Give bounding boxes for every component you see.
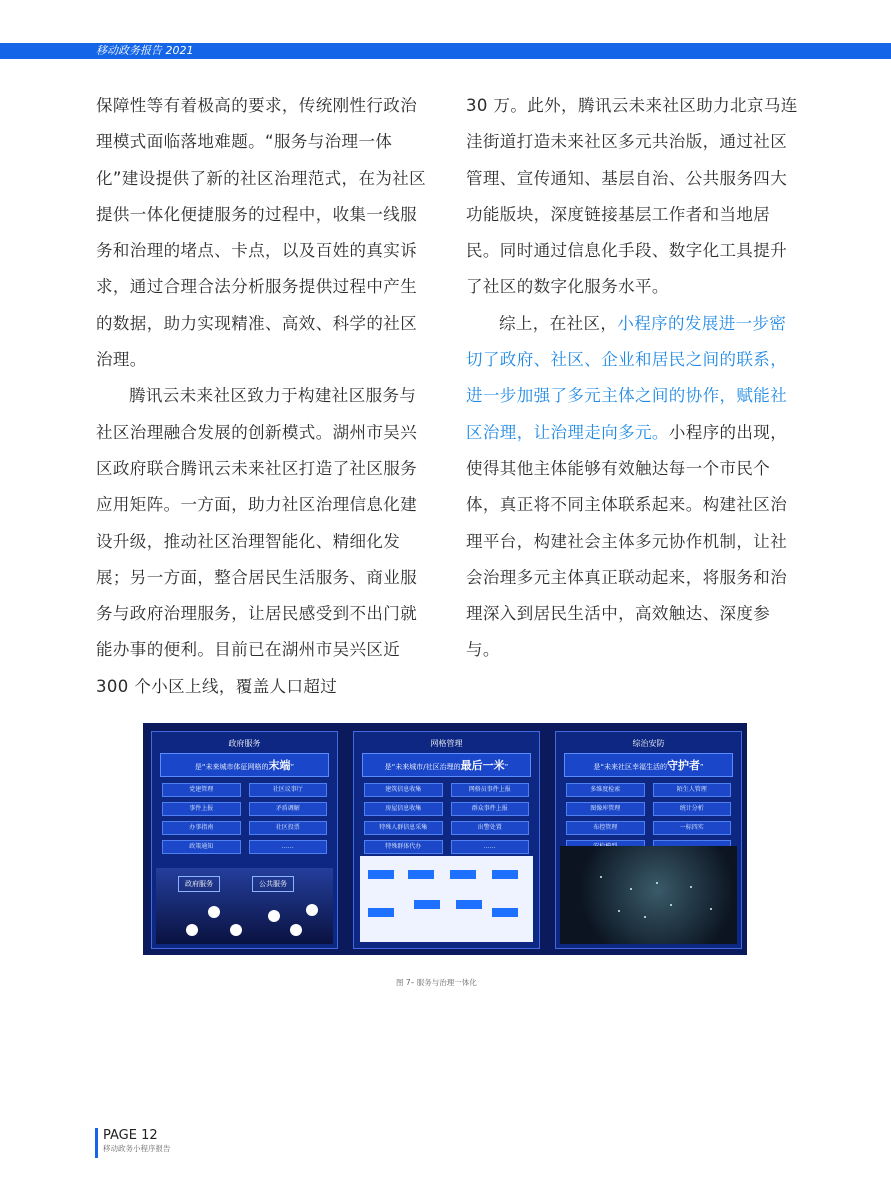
subtitle-text: 是“未来城市/社区治理的 — [384, 763, 461, 771]
panel-button: 建筑信息收集 — [364, 783, 443, 797]
running-title: 移动政务报告 2021 — [96, 44, 194, 57]
panel-grid-management — [353, 731, 540, 949]
panel-title: 网格管理 — [430, 739, 463, 748]
flow-box — [368, 908, 394, 917]
subtitle-text: 是“未来社区幸福生活的 — [593, 763, 667, 771]
panel-button: 社区议事厅 — [249, 783, 328, 797]
flow-box — [408, 870, 434, 879]
network-illustration — [156, 868, 333, 944]
flow-diagram — [360, 856, 533, 942]
panel-button: 统计分析 — [653, 802, 732, 816]
panel-button: 党建管理 — [162, 783, 241, 797]
panel-button: 一标四实 — [653, 821, 732, 835]
panel-government-service — [151, 731, 338, 949]
user-icon — [268, 910, 280, 922]
panel-button: 特殊人群信息采集 — [364, 821, 443, 835]
paragraph-lead: 综上，在社区， — [499, 313, 618, 333]
footer-title: 移动政务小程序报告 — [103, 1144, 171, 1153]
flow-box — [450, 870, 476, 879]
paragraph: 腾讯云未来社区致力于构建社区服务与社区治理融合发展的创新模式。湖州市吴兴区政府联合腾讯云未来社区打造了社区服务应用矩阵。一方面，助力社区治理信息化建设升级，推动社区治理智能化、精细化发展；另一方面，整合居民生活服务、商业服务与政府治理服务，让居民感受到不出门就能办事的便利。目前已在湖州市吴兴区近 300 个小区上线，覆盖人口超过 — [96, 386, 418, 696]
panel-subtitle — [160, 753, 329, 777]
panel-button: 政策通知 — [162, 840, 241, 854]
header-bar — [0, 43, 891, 59]
panel-button: 多维度检索 — [566, 783, 645, 797]
panel-buttons — [566, 783, 731, 854]
panel-title: 综治安防 — [632, 739, 665, 748]
figure-image — [143, 723, 747, 955]
highlight-text: 小程序的发展进一步密切了政府、社区、企业和居民之间的联系，进一步加强了多元主体之间的协作，赋能社区治理，让治理走向多元。 — [466, 313, 788, 442]
paragraph-rest: 小程序的出现，使得其他主体能够有效触达每一个市民个体，真正将不同主体联系起来。构建社区治理平台，构建社会主体多元协作机制，让社会治理多元主体真正联动起来，将服务和治理深入到居民生活中，高效触达、深度参与。 — [466, 422, 788, 660]
user-icon — [208, 906, 220, 918]
panel-button: …… — [451, 840, 530, 854]
subtitle-emphasis: 守护者 — [667, 759, 700, 772]
panel-button: 网格员事件上报 — [451, 783, 530, 797]
panel-buttons — [364, 783, 529, 854]
text-column-right — [466, 88, 802, 669]
panel-button: 出警处置 — [451, 821, 530, 835]
flow-box — [414, 900, 440, 909]
page-number: PAGE 12 — [103, 1128, 158, 1143]
user-icon — [230, 924, 242, 936]
panel-button: 事件上报 — [162, 802, 241, 816]
city-map-image — [560, 846, 737, 944]
paragraph — [466, 306, 802, 669]
panel-title: 政府服务 — [228, 739, 261, 748]
user-icon — [290, 924, 302, 936]
panel-button: 房屋信息收集 — [364, 802, 443, 816]
text-column-left — [96, 88, 432, 705]
subtitle-quote: ” — [504, 763, 509, 771]
flow-box — [492, 908, 518, 917]
subtitle-quote: ” — [700, 763, 704, 771]
panel-button: …… — [249, 840, 328, 854]
panel-button: 群众事件上报 — [451, 802, 530, 816]
panel-security — [555, 731, 742, 949]
flow-box — [456, 900, 482, 909]
flow-box — [368, 870, 394, 879]
panel-buttons — [162, 783, 327, 854]
subtitle-quote: ” — [290, 763, 295, 771]
panel-button: 矛盾调解 — [249, 802, 328, 816]
panel-subtitle — [362, 753, 531, 777]
panel-button: 布控管理 — [566, 821, 645, 835]
user-icon — [306, 904, 318, 916]
subtitle-text: 是“未来城市体征网格的 — [194, 763, 269, 771]
panel-button: 社区投票 — [249, 821, 328, 835]
user-icon — [186, 924, 198, 936]
panel-button: 图像库管理 — [566, 802, 645, 816]
page-footer — [95, 1128, 171, 1158]
flow-box — [492, 870, 518, 879]
panel-button: 办事指南 — [162, 821, 241, 835]
figure-caption: 图 7– 服务与治理一体化 — [396, 978, 477, 987]
panel-button: 陌生人管理 — [653, 783, 732, 797]
panel-subtitle — [564, 753, 733, 777]
panel-button: 特殊群体代办 — [364, 840, 443, 854]
subtitle-emphasis: 最后一米 — [460, 759, 505, 772]
image-tag: 政府服务 — [178, 876, 220, 892]
paragraph: 30 万。此外，腾讯云未来社区助力北京马连洼街道打造未来社区多元共治版，通过社区管理、宣传通知、基层自治、公共服务四大功能版块，深度链接基层工作者和当地居民。同时通过信息化手段、数字化工具提升了社区的数字化服务水平。 — [466, 96, 798, 297]
subtitle-emphasis: 末端 — [268, 759, 291, 772]
image-tag: 公共服务 — [252, 876, 294, 892]
paragraph: 保障性等有着极高的要求，传统刚性行政治理模式面临落地难题。“服务与治理一体化”建设提供了新的社区治理范式，在为社区提供一体化便捷服务的过程中，收集一线服务和治理的堵点、卡点，以及百姓的真实诉求，通过合理合法分析服务提供过程中产生的数据，助力实现精准、高效、科学的社区治理。 — [96, 96, 427, 370]
